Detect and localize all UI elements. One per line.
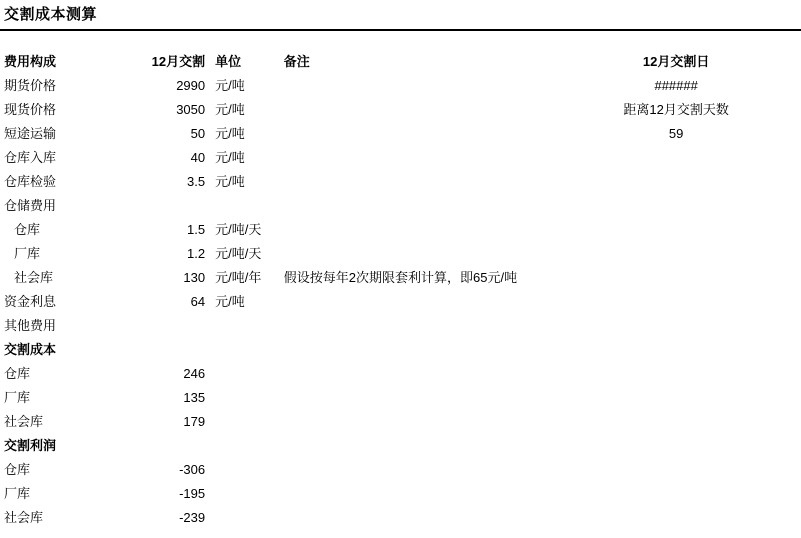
row-unit: [211, 458, 280, 482]
row-value: -239: [179, 510, 206, 525]
row-label: 仓库入库: [4, 150, 57, 165]
row-label: 社会库: [4, 414, 44, 429]
row-unit: [211, 434, 280, 458]
title-divider: [0, 29, 801, 31]
row-label: 资金利息: [4, 294, 57, 309]
table-row: [0, 338, 801, 362]
row-value: 1.5: [187, 222, 206, 237]
row-note: 假设按每年2次期限套利计算，即65元/吨: [283, 270, 518, 285]
row-right-empty: [551, 506, 801, 530]
row-label: 交割成本: [4, 342, 57, 357]
header-cell-value: 12月交割: [151, 54, 206, 69]
row-unit: 元/吨: [215, 78, 245, 93]
row-value: 246: [183, 366, 206, 381]
header-cell-delivery-date: 12月交割日: [642, 54, 710, 69]
row-right-empty: [551, 218, 801, 242]
table-row: [0, 74, 801, 98]
row-right-empty: [551, 242, 801, 266]
row-right-empty: [551, 338, 801, 362]
row-note: [280, 170, 552, 194]
row-label: 厂库: [4, 390, 31, 405]
cost-table: [0, 50, 801, 530]
row-note: [280, 410, 552, 434]
table-row: [0, 98, 801, 122]
row-note: [280, 98, 552, 122]
row-value: 3050: [176, 102, 206, 117]
row-unit: [211, 314, 280, 338]
table-row: [0, 506, 801, 530]
table-row: [0, 194, 801, 218]
row-right-empty: [551, 458, 801, 482]
row-note: [280, 506, 552, 530]
row-label: 仓库检验: [4, 174, 57, 189]
row-unit: 元/吨: [215, 150, 245, 165]
row-right-empty: [551, 170, 801, 194]
row-note: [280, 218, 552, 242]
row-unit: 元/吨: [215, 174, 245, 189]
table-body: [0, 50, 801, 530]
table-row: [0, 314, 801, 338]
table-row: [0, 482, 801, 506]
row-label: 期货价格: [4, 78, 57, 93]
row-label: 社会库: [14, 270, 54, 285]
page-title: 交割成本测算: [4, 6, 98, 23]
row-value: [144, 194, 211, 218]
row-note: [280, 74, 552, 98]
row-value: 50: [190, 126, 206, 141]
row-label: 其他费用: [4, 318, 57, 333]
row-note: [280, 434, 552, 458]
row-right-empty: [551, 194, 801, 218]
row-value: [144, 338, 211, 362]
row-value: 1.2: [187, 246, 206, 261]
row-label: 现货价格: [4, 102, 57, 117]
row-unit: [211, 386, 280, 410]
row-unit: [211, 362, 280, 386]
row-unit: 元/吨: [215, 126, 245, 141]
header-cell-unit: 单位: [215, 54, 242, 69]
row-note: [280, 146, 552, 170]
row-label: 社会库: [4, 510, 44, 525]
table-row: [0, 434, 801, 458]
row-note: [280, 122, 552, 146]
row-value: 2990: [176, 78, 206, 93]
row-unit: 元/吨: [215, 294, 245, 309]
table-header-row: [0, 50, 801, 74]
row-value: [144, 314, 211, 338]
row-unit: 元/吨/年: [215, 270, 262, 285]
table-row: [0, 170, 801, 194]
row-note: [280, 458, 552, 482]
header-cell-label: 费用构成: [4, 54, 57, 69]
row-right-empty: [551, 362, 801, 386]
row-unit: [211, 194, 280, 218]
row-unit: [211, 338, 280, 362]
row-note: [280, 290, 552, 314]
row-label: 厂库: [4, 486, 31, 501]
table-row: [0, 386, 801, 410]
table-row: [0, 458, 801, 482]
row-unit: 元/吨/天: [215, 222, 262, 237]
row-label: 仓库: [4, 462, 31, 477]
row-value: 179: [183, 414, 206, 429]
row-value: 135: [183, 390, 206, 405]
table-row: [0, 146, 801, 170]
row-right-empty: [551, 146, 801, 170]
row-unit: [211, 506, 280, 530]
row-value: [144, 434, 211, 458]
table-row: [0, 122, 801, 146]
table-row: [0, 242, 801, 266]
days-to-delivery-value: 59: [668, 126, 684, 141]
row-right-empty: [551, 482, 801, 506]
row-unit: 元/吨/天: [215, 246, 262, 261]
row-value: 3.5: [187, 174, 206, 189]
row-unit: [211, 410, 280, 434]
row-label: 短途运输: [4, 126, 57, 141]
row-note: [280, 314, 552, 338]
row-right-empty: [551, 386, 801, 410]
row-label: 厂库: [14, 246, 41, 261]
days-to-delivery-label: 距离12月交割天数: [623, 102, 729, 117]
table-row: [0, 410, 801, 434]
row-label: 交割利润: [4, 438, 57, 453]
delivery-date-value: ######: [654, 78, 698, 93]
row-value: 40: [190, 150, 206, 165]
row-note: [280, 362, 552, 386]
row-note: [280, 242, 552, 266]
row-right-empty: [551, 434, 801, 458]
row-note: [280, 338, 552, 362]
row-value: 130: [183, 270, 206, 285]
row-label: 仓库: [4, 366, 31, 381]
row-label: 仓储费用: [4, 198, 57, 213]
table-row: [0, 362, 801, 386]
row-label: 仓库: [14, 222, 41, 237]
row-right-empty: [551, 410, 801, 434]
table-row: [0, 266, 801, 290]
row-value: -306: [179, 462, 206, 477]
row-right-empty: [551, 314, 801, 338]
row-unit: [211, 482, 280, 506]
row-right-empty: [551, 266, 801, 290]
row-note: [280, 194, 552, 218]
table-row: [0, 218, 801, 242]
row-value: -195: [179, 486, 206, 501]
row-note: [280, 386, 552, 410]
header-cell-note: 备注: [283, 54, 310, 69]
row-unit: 元/吨: [215, 102, 245, 117]
table-row: [0, 290, 801, 314]
row-value: 64: [190, 294, 206, 309]
row-right-empty: [551, 290, 801, 314]
row-note: [280, 482, 552, 506]
